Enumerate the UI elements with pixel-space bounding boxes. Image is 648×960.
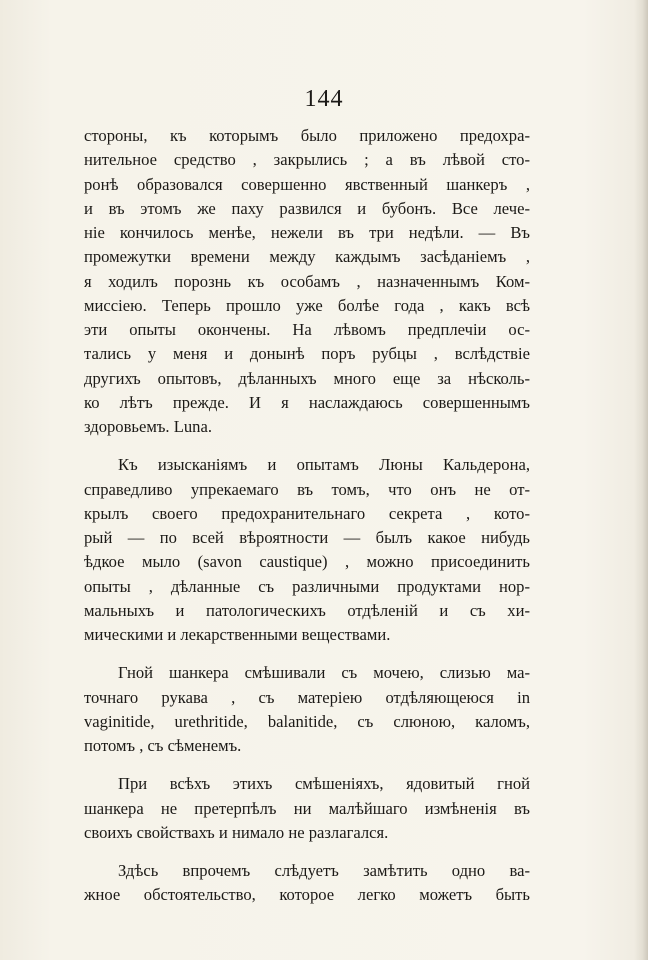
text-line: я ходилъ порознь къ особамъ , назначеннымъ Ком- [84, 271, 530, 291]
paragraph-spacer [84, 647, 530, 661]
text-line: крылъ своего предохранительнаго секрета , кото- [84, 503, 530, 523]
text-line: Къ изысканіямъ и опытамъ Люны Кальдерона, [118, 455, 530, 475]
text-line: vaginitide, urethritide, balanitide, съ слюною, каломъ, [84, 711, 530, 731]
text-line: ронѣ образовался совершенно явственный шанкеръ , [84, 174, 530, 194]
text-line: Гной шанкера смѣшивали съ мочею, слизью ма- [118, 663, 530, 683]
text-line: промежутки времени между каждымъ засѣданіемъ , [84, 247, 530, 267]
paragraph-4 [84, 772, 530, 845]
paragraph-spacer [84, 758, 530, 772]
paragraph-2 [84, 453, 530, 647]
text-line: другихъ опытовъ, дѣланныхъ много еще за нѣсколь- [84, 368, 530, 388]
text-line: мическими и лекарственными веществами. [84, 625, 391, 644]
text-line: При всѣхъ этихъ смѣшеніяхъ, ядовитый гной [118, 774, 530, 794]
text-line: Здѣсь впрочемъ слѣдуетъ замѣтить одно ва- [118, 861, 530, 880]
text-line: ніе кончилось менѣе, нежели въ три недѣли. — Въ [84, 223, 530, 242]
text-line: опыты , дѣланные съ различными продуктами нор- [84, 576, 530, 596]
text-line: ѣдкое мыло (savon caustique) , можно присоединить [84, 552, 530, 572]
text-line: нительное средство , закрылись ; а въ лѣвой сто- [84, 150, 530, 170]
text-line: точнаго рукава , съ матеріею отдѣляющеюся in [84, 687, 530, 707]
text-line: мальныхъ и патологическихъ отдѣленій и съ хи- [84, 600, 530, 620]
paragraph-spacer [84, 845, 530, 859]
paragraph-1 [84, 124, 530, 439]
paragraph-spacer [84, 439, 530, 453]
text-line: и въ этомъ же паху развился и бубонъ. Все лече- [84, 198, 530, 218]
text-line: рый — по всей вѣроятности — былъ какое нибудь [84, 528, 530, 547]
text-line: жное обстоятельство, которое легко можетъ быть [84, 885, 530, 905]
paragraph-3 [84, 661, 530, 758]
page-edge-shadow [634, 0, 648, 960]
text-line: тались у меня и донынѣ поръ рубцы , вслѣдствіе [84, 344, 530, 364]
text-line: шанкера не претерпѣлъ ни малѣйшаго измѣненія въ [84, 798, 530, 818]
text-line: ко лѣтъ прежде. И я наслаждаюсь совершеннымъ [84, 392, 530, 412]
paragraph-5 [84, 859, 530, 908]
page-body-text [84, 124, 530, 908]
text-line: потомъ , съ сѣменемъ. [84, 736, 242, 755]
text-line: эти опыты окончены. На лѣвомъ предплечіи ос- [84, 320, 530, 339]
text-line: миссіею. Теперь прошло уже болѣе года , какъ всѣ [84, 295, 530, 315]
text-line: справедливо упрекаемаго въ томъ, что онъ не от- [84, 479, 530, 499]
text-line: здоровьемъ. Luna. [84, 417, 212, 436]
page-number: 144 [304, 86, 344, 112]
text-line: стороны, къ которымъ было приложено предохра- [84, 126, 530, 145]
text-line: своихъ свойствахъ и нимало не разлагался. [84, 822, 389, 842]
